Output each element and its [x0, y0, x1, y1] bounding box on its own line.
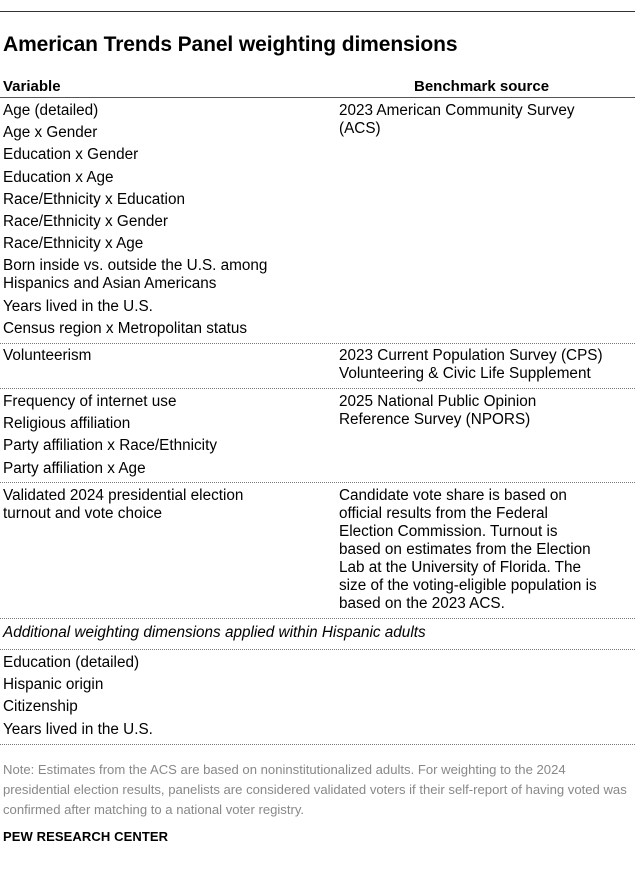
- variable-item: Citizenship: [3, 698, 78, 716]
- variable-list: [3, 654, 323, 743]
- variable-item: Party affiliation x Race/Ethnicity: [3, 437, 217, 455]
- row-divider: [0, 482, 635, 483]
- variable-item: Education (detailed): [3, 654, 140, 671]
- source-credit: PEW RESEARCH CENTER: [3, 829, 169, 844]
- variable-item: Race/Ethnicity x Age: [3, 235, 144, 253]
- variable-item: Volunteerism: [3, 347, 92, 364]
- row-divider: [0, 388, 635, 389]
- variable-item: Age (detailed): [3, 102, 99, 119]
- variable-item: Race/Ethnicity x Gender: [3, 212, 168, 230]
- variable-item: Validated 2024 presidential election turnout and vote choice: [3, 487, 244, 522]
- row-divider: [0, 343, 635, 344]
- column-header-variable: Variable: [3, 78, 61, 95]
- variable-list: [3, 347, 323, 369]
- row-divider: [0, 744, 635, 745]
- variable-item: Census region x Metropolitan status: [3, 319, 248, 337]
- benchmark-source: 2023 Current Population Survey (CPS) Volunteering & Civic Life Supplement: [339, 347, 603, 382]
- variable-item: Age x Gender: [3, 124, 98, 142]
- page-title: American Trends Panel weighting dimensions: [3, 33, 458, 56]
- variable-item: Born inside vs. outside the U.S. among Hispanics and Asian Americans: [3, 257, 268, 293]
- row-divider: [0, 618, 635, 619]
- variable-item: Years lived in the U.S.: [3, 297, 153, 315]
- variable-item: Religious affiliation: [3, 415, 131, 433]
- variable-item: Party affiliation x Age: [3, 459, 146, 477]
- header-rule: [0, 97, 635, 98]
- variable-item: Race/Ethnicity x Education: [3, 190, 185, 208]
- variable-item: Frequency of internet use: [3, 393, 177, 410]
- benchmark-source: 2023 American Community Survey (ACS): [339, 102, 575, 137]
- benchmark-source: 2025 National Public Opinion Reference Survey (NPORS): [339, 393, 537, 428]
- variable-list: [3, 487, 323, 527]
- variable-list: [3, 393, 323, 482]
- variable-list: [3, 102, 323, 342]
- footnote: Note: Estimates from the ACS are based on noninstitutionalized adults. For weighting to the 2024 presidential election results, panelists are considered validated voters if their self-report of having voted was confirmed after matching to a national voter registry.: [3, 762, 627, 817]
- row-divider: [0, 649, 635, 650]
- variable-item: Hispanic origin: [3, 676, 104, 694]
- variable-item: Education x Gender: [3, 146, 139, 164]
- top-rule: [0, 11, 635, 12]
- hispanic-subhead: Additional weighting dimensions applied within Hispanic adults: [3, 624, 426, 641]
- benchmark-source: Candidate vote share is based on official results from the Federal Election Commission. Turnout is based on estimates from the Election Lab at the University of Florida. The size of the voting-eligible population is based on the 2023 ACS.: [339, 487, 597, 612]
- variable-item: Years lived in the U.S.: [3, 720, 153, 738]
- variable-item: Education x Age: [3, 168, 114, 186]
- column-header-benchmark-source: Benchmark source: [414, 78, 550, 95]
